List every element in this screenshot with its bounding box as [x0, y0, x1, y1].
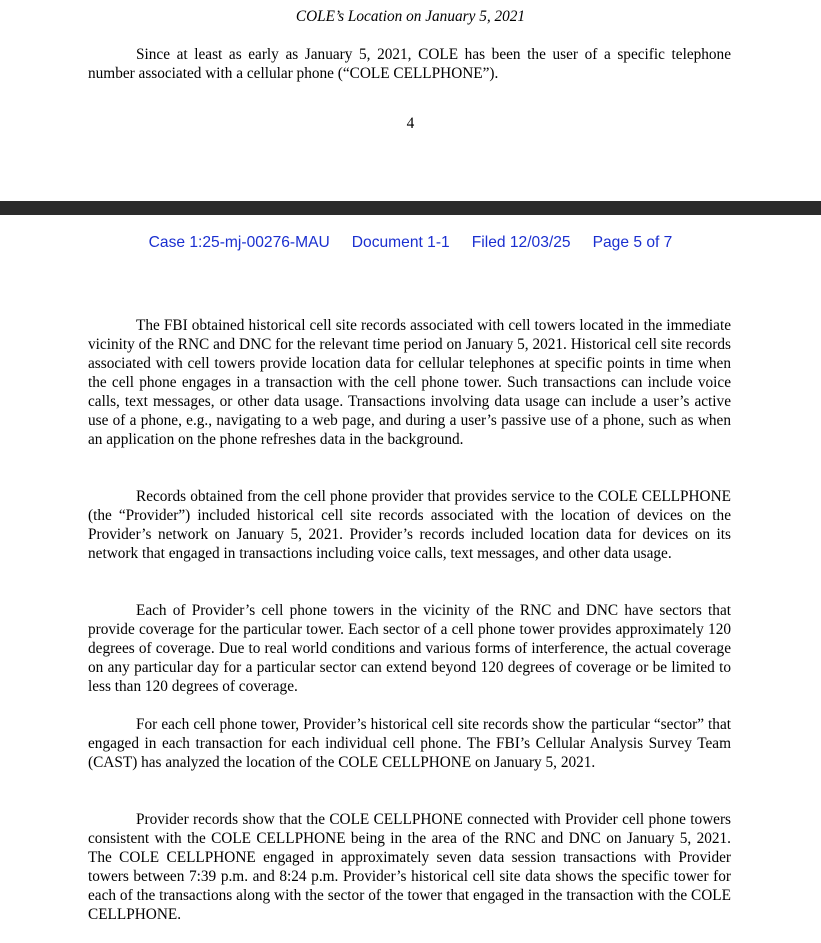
page-count: Page 5 of 7 [592, 234, 673, 251]
case-number: Case 1:25-mj-00276-MAU [148, 234, 330, 251]
previous-page [0, 0, 821, 201]
current-page [0, 215, 821, 943]
filed-date: Filed 12/03/25 [471, 234, 571, 251]
case-header [0, 233, 821, 253]
section-heading: COLE’s Location on January 5, 2021 [295, 8, 526, 25]
document-number: Document 1-1 [351, 234, 450, 251]
paragraph-cast-analysis: For each cell phone tower, Provider’s historical cell site records show the particular “sector” that engaged in each transaction for each individual cell phone. The FBI’s Cellular Analysis Survey Team (CAST) has analyzed the location of the COLE CELLPHONE on January 5, 2021. [88, 716, 731, 771]
cellphone-paragraph: Since at least as early as January 5, 2021, COLE has been the user of a specific telephone number associated with a cellular phone (“COLE CELLPHONE”). [88, 46, 731, 82]
paragraph-cell-site-records: The FBI obtained historical cell site records associated with cell towers located in the immediate vicinity of the RNC and DNC for the relevant time period on January 5, 2021. Historical cell site records associated with cell towers provide location data for cellular telephones at specific points in time when the cell phone engages in a transaction with the cell phone tower. Such transactions can include voice calls, text messages, or other data usage. Transactions involving data usage can include a user’s active use of a phone, e.g., navigating to a web page, and during a user’s passive use of a phone, such as when an application on the phone refreshes data in the background. [88, 317, 731, 448]
paragraph-data-sessions: Provider records show that the COLE CELLPHONE connected with Provider cell phone towers consistent with the COLE CELLPHONE being in the area of the RNC and DNC on January 5, 2021. The COLE CELLPHONE engaged in approximately seven data session transactions with Provider towers between 7:39 p.m. and 8:24 p.m. Provider’s historical cell site data shows the specific tower for each of the transactions along with the sector of the tower that engaged in the transaction with the COLE CELLPHONE. [88, 811, 731, 923]
paragraph-provider-records: Records obtained from the cell phone provider that provides service to the COLE CELLPHONE (the “Provider”) included historical cell site records associated with the location of devices on the Provider’s network on January 5, 2021. Provider’s records included location data for devices on its network that engaged in transactions including voice calls, text messages, and other data usage. [88, 488, 731, 562]
paragraph-tower-sectors: Each of Provider’s cell phone towers in the vicinity of the RNC and DNC have sectors that provide coverage for the particular tower. Each sector of a cell phone tower provides approximately 120 degrees of coverage. Due to real world conditions and various forms of interference, the actual coverage on any particular day for a particular sector can extend beyond 120 degrees of coverage or be limited to less than 120 degrees of coverage. [88, 602, 731, 695]
page-break-divider [0, 201, 821, 215]
page-number: 4 [406, 115, 415, 132]
